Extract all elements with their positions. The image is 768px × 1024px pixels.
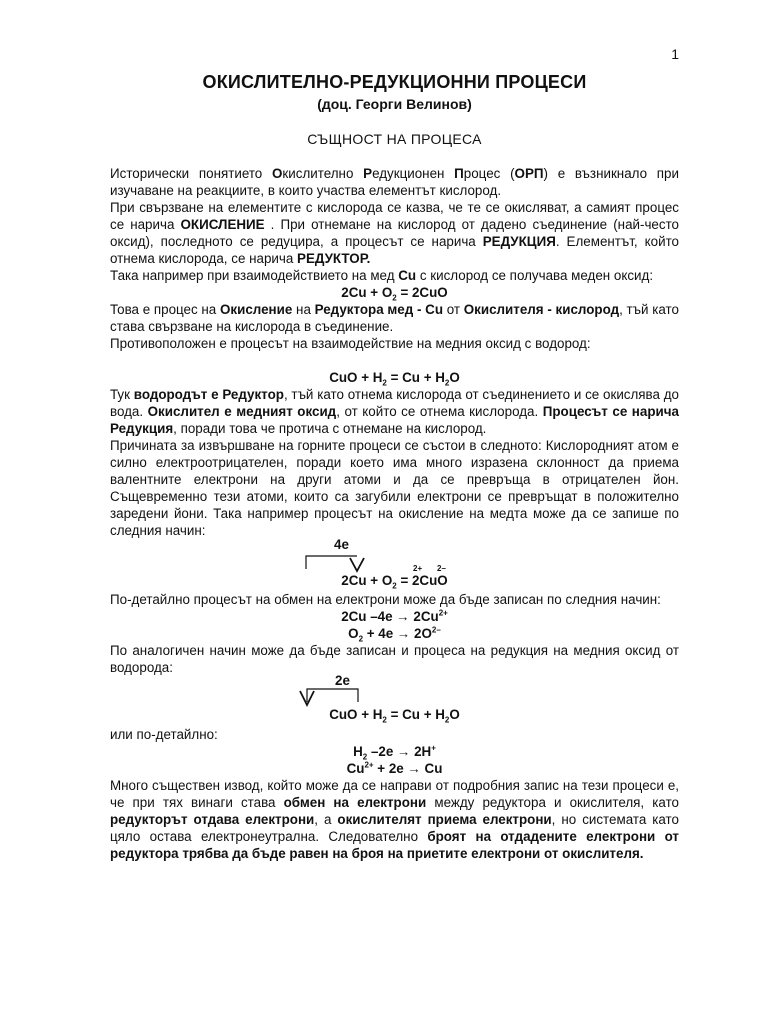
- electron-count-label: 4e: [334, 537, 349, 552]
- equation-copper-oxide-reduction: CuO + $H_2 = Cu + H_2O$: [329, 370, 460, 388]
- paragraph-3: Така например при взаимодействието на мед Cu с кислород се получава меден оксид:: [110, 268, 654, 283]
- equation-copper-oxidation: $2Cu + O_2 = 2CuO$: [341, 285, 448, 303]
- document-page: [110, 0, 679, 1024]
- half-reaction-oxygen: $O_2 + 4e \to 2O^{2-}$: [348, 625, 441, 644]
- electron-transfer-diagram-oxidation: [110, 539, 679, 591]
- charge-copper: 2+: [413, 564, 423, 573]
- equation-with-transfer: $2Cu + O_2 = 2CuO$: [341, 573, 448, 591]
- paragraph-11: Много съществен извод, който може да се направи от подробния запис на тези процеси е, че при тях винаги става обмен на електрони между редуктора и окислителя, като редукторът отдава електрони, а окислителят приема електрони, но системата като цяло остава електронеутрална. Следователно броят на отдадените електрони от редуктора трябва да бъде равен на броя на приетите електрони от окислителя.: [110, 778, 679, 861]
- document-title: ОКИСЛИТЕЛНО-РЕДУКЦИОННИ ПРОЦЕСИ: [202, 72, 587, 92]
- electron-count-label-2: 2e: [335, 673, 350, 688]
- paragraph-1: Исторически понятието Окислително Редукционен Процес (ОРП) е възникнало при изучаване на реакциите, в които участва елементът кислород.: [110, 166, 679, 198]
- paragraph-5: Противоположен е процесът на взаимодействие на медния оксид с водород:: [110, 336, 591, 351]
- half-reaction-hydrogen: $H_2$ –2e → 2H+: [353, 743, 436, 762]
- equation-with-transfer-2: CuO + $H_2 = Cu + H_2O$: [329, 707, 460, 725]
- half-reaction-copper: 2Cu $-4e \to 2Cu^{2+}$: [341, 608, 448, 624]
- paragraph-10: или по-детайлно:: [110, 727, 218, 742]
- paragraph-7: Причината за извършване на горните процеси се състои в следното: Кислородният атом е силно електроотрицателен, поради което има много изразена склонност да приема валентните електрони на други атоми и да се превръща в отрицателен йон. Същевременно тези атоми, които са загубили електрони се превръщат в положително заредени йони. Така например процесът на окисление на медта може да се запише по следния начин:: [110, 438, 679, 538]
- document-body: [110, 165, 679, 862]
- paragraph-9: По аналогичен начин може да бъде записан и процеса на редукция на медния оксид от водорода:: [110, 643, 679, 675]
- paragraph-4: Това е процес на Окисление на Редуктора мед - Cu от Окислителя - кислород, тъй като става свързване на кислорода в съединение.: [110, 302, 679, 334]
- paragraph-8: По-детайлно процесът на обмен на електрони може да бъде записан по следния начин:: [110, 592, 661, 607]
- section-heading: СЪЩНОСТ НА ПРОЦЕСА: [307, 131, 482, 147]
- half-reaction-copper-ion: $Cu^{2+} + 2e \to Cu$: [346, 760, 443, 776]
- charge-oxygen: 2–: [437, 564, 446, 573]
- page-number: 1: [671, 46, 679, 62]
- electron-transfer-diagram-reduction: [110, 673, 679, 726]
- paragraph-6: Тук водородът е Редуктор, тъй като отнема кислорода от съединението и се окислява до вода. Окислител е медният оксид, от който се отнема кислорода. Процесът се нарича Редукция, поради това че протича с отнемане на кислород.: [110, 387, 680, 436]
- paragraph-2: При свързване на елементите с кислорода се казва, че те се окисляват, а самият процес се нарича ОКИСЛЕНИЕ . При отнемане на кислород от дадено съединение (най-често оксид), последното се редуцира, а процесът се нарича РЕДУКЦИЯ. Елементът, който отнема кислорода, се нарича РЕДУКТОР.: [110, 200, 679, 266]
- author-line: (доц. Георги Велинов): [317, 96, 472, 112]
